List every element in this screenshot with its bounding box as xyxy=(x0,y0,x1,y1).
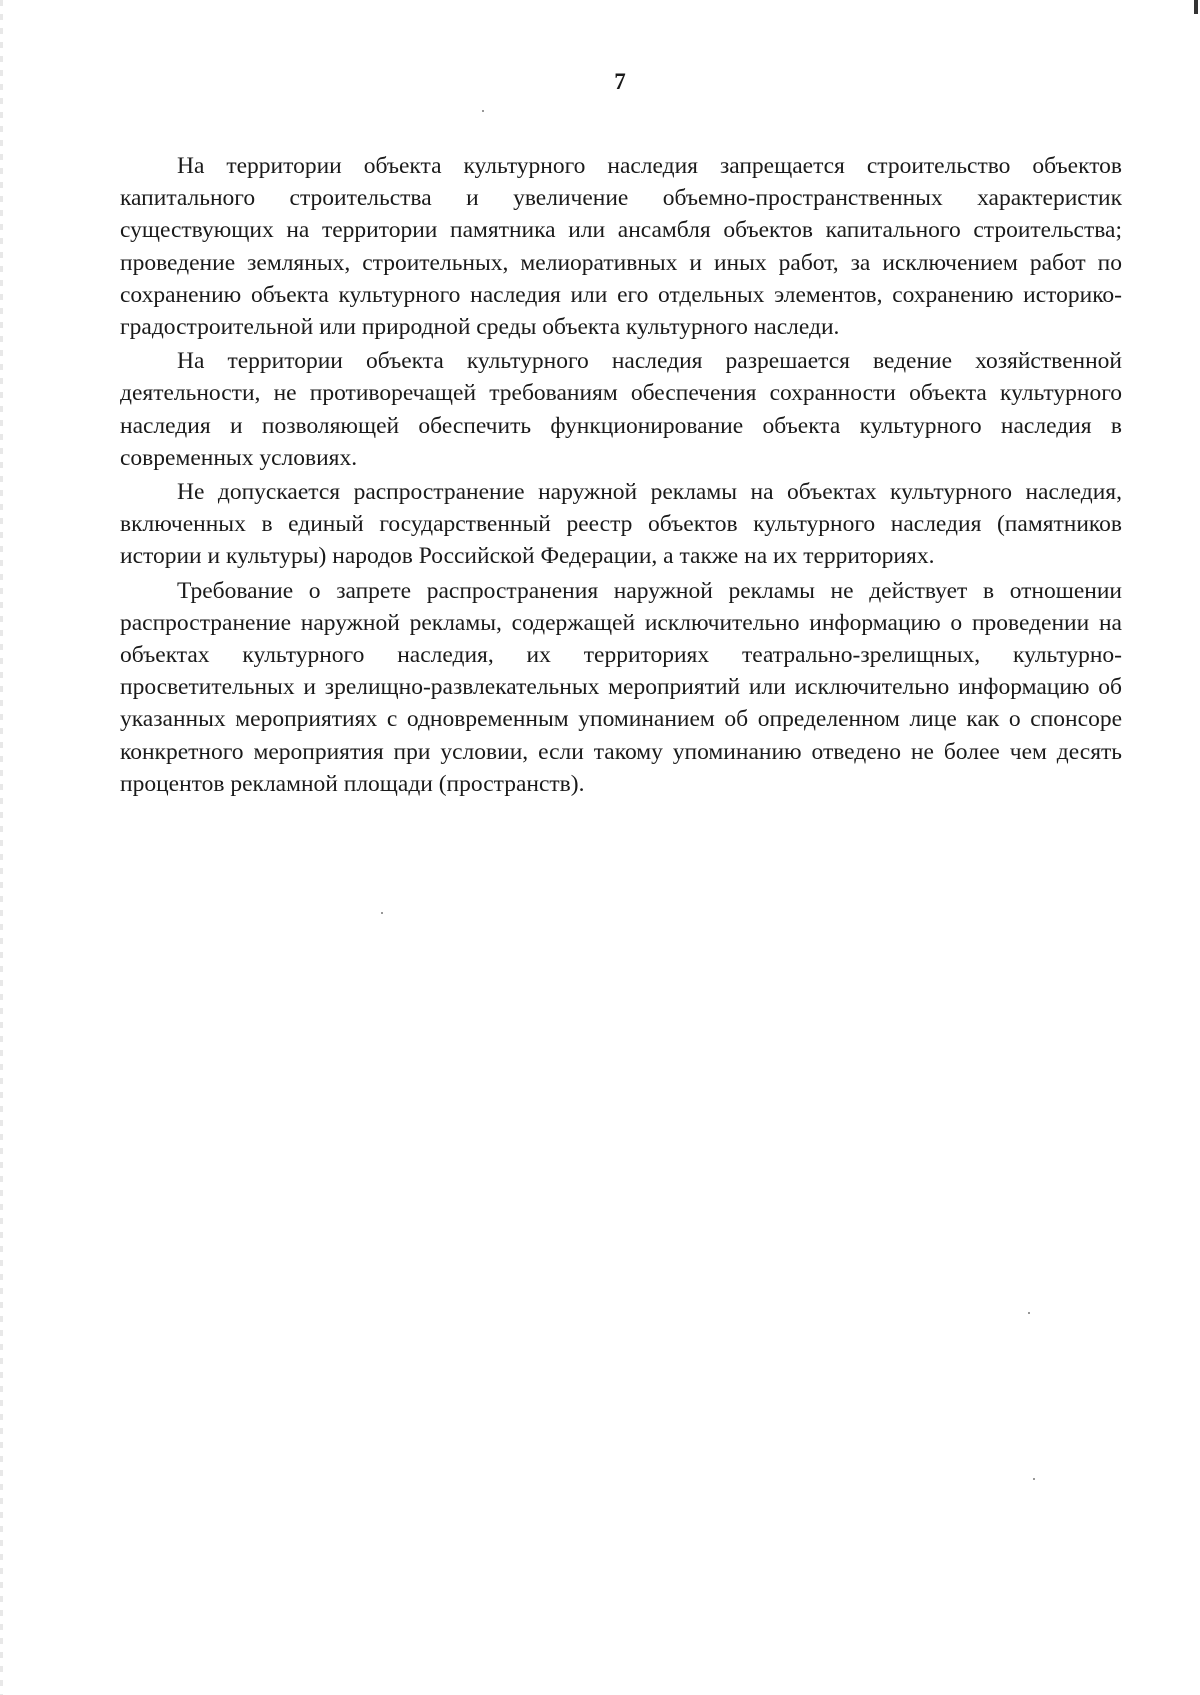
paragraph-construction-ban: На территории объекта культурного наследия запрещается строительство объектов капитального строительства и увеличение объемно-пространственных характеристик существующих на территории памятника или ансамбля объектов капитального строительства; проведение земляных, строительных, мелиоративных и иных работ, за исключением работ по сохранению объекта культурного наследия или его отдельных элементов, сохранению историко-градостроительной или природной среды объекта культурного наследи. xyxy=(120,153,1122,341)
scan-mark xyxy=(1194,0,1198,14)
scan-speck xyxy=(1033,1478,1035,1480)
scan-speck xyxy=(1028,1312,1030,1314)
scan-speck xyxy=(381,912,383,914)
paragraph-advertising-ban: Не допускается распространение наружной рекламы на объектах культурного наследия, включенных в единый государственный реестр объектов культурного наследия (памятников истории и культуры) народов Российской Федерации, а также на их территориях. xyxy=(120,479,1122,570)
document-body xyxy=(120,150,1122,802)
page-number: 7 xyxy=(614,69,626,94)
paragraph-advertising-exception: Требование о запрете распространения наружной рекламы не действует в отношении распространение наружной рекламы, содержащей исключительно информацию о проведении на объектах культурного наследия, их территориях театрально-зрелищных, культурно-просветительных и зрелищно-развлекательных мероприятий или исключительно информацию об указанных мероприятиях с одновременным упоминанием об определенном лице как о спонсоре конкретного мероприятия при условии, если такому упоминанию отведено не более чем десять процентов рекламной площади (пространств). xyxy=(120,577,1122,797)
scan-speck xyxy=(482,110,484,112)
scan-edge-artifact xyxy=(0,0,3,1695)
paragraph-permitted-activity: На территории объекта культурного наследия разрешается ведение хозяйственной деятельности, не противоречащей требованиям обеспечения сохранности объекта культурного наследия и позволяющей обеспечить функционирование объекта культурного наследия в современных условиях. xyxy=(120,348,1122,471)
